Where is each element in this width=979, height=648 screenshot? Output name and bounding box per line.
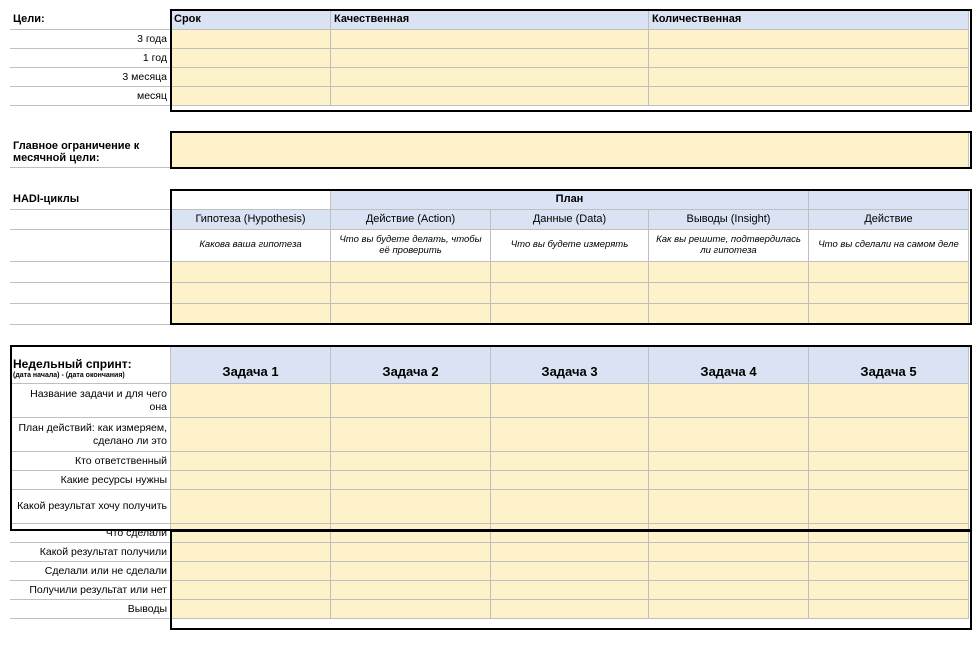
sprint-cell[interactable] [331, 452, 491, 471]
hadi-cell[interactable] [331, 283, 491, 304]
sprint-cell[interactable] [649, 384, 809, 418]
sprint-cell[interactable] [809, 384, 969, 418]
sprint-cell[interactable] [171, 384, 331, 418]
hadi-header-blank[interactable] [171, 190, 331, 210]
sprint-cell[interactable] [171, 471, 331, 490]
sprint-cell[interactable] [171, 600, 331, 619]
sprint-row-label[interactable]: Сделали или не сделали [10, 562, 171, 581]
sprint-cell[interactable] [809, 490, 969, 524]
sprint-cell[interactable] [331, 418, 491, 452]
sprint-cell[interactable] [331, 471, 491, 490]
sprint-cell[interactable] [809, 543, 969, 562]
sprint-label: Недельный спринт: [13, 357, 132, 372]
sprint-task-header[interactable]: Задача 3 [491, 346, 649, 384]
goal-row-label[interactable]: 3 месяца [10, 68, 171, 87]
sprint-cell[interactable] [809, 471, 969, 490]
sprint-cell[interactable] [331, 384, 491, 418]
sprint-cell[interactable] [649, 490, 809, 524]
goals-term-header[interactable]: Срок [171, 10, 331, 30]
goals-quantity-header[interactable]: Количественная [649, 10, 969, 30]
goal-row-label[interactable]: 1 год [10, 49, 171, 68]
constraint-row [10, 132, 969, 168]
sprint-row-label[interactable]: Какие ресурсы нужны [10, 471, 171, 490]
hadi-cell[interactable] [809, 304, 969, 325]
sprint-cell[interactable] [331, 581, 491, 600]
sprint-cell[interactable] [809, 562, 969, 581]
hadi-hint[interactable]: Что вы будете делать, чтобы её проверить [331, 230, 491, 262]
sprint-cell[interactable] [649, 543, 809, 562]
sprint-cell[interactable] [331, 490, 491, 524]
hadi-cell[interactable] [331, 262, 491, 283]
sprint-table [10, 346, 969, 619]
sprint-cell[interactable] [491, 471, 649, 490]
sprint-row-label[interactable]: Кто ответственный [10, 452, 171, 471]
sprint-cell[interactable] [809, 600, 969, 619]
goal-cell[interactable] [171, 68, 331, 87]
sprint-cell[interactable] [491, 543, 649, 562]
sprint-label-cell[interactable] [10, 346, 171, 384]
sprint-cell[interactable] [809, 524, 969, 543]
hadi-table [10, 190, 969, 325]
hadi-row-label[interactable] [10, 262, 171, 283]
hadi-col-done[interactable]: Действие [809, 210, 969, 230]
hadi-cell[interactable] [331, 304, 491, 325]
goal-cell[interactable] [171, 49, 331, 68]
hadi-hint[interactable]: Что вы сделали на самом деле [809, 230, 969, 262]
hadi-cell[interactable] [809, 262, 969, 283]
goal-cell[interactable] [331, 68, 649, 87]
hadi-cell[interactable] [491, 283, 649, 304]
goals-label[interactable]: Цели: [10, 10, 171, 30]
sprint-cell[interactable] [331, 543, 491, 562]
sprint-cell[interactable] [649, 471, 809, 490]
sprint-cell[interactable] [171, 581, 331, 600]
sprint-dates: (дата начала) - (дата окончания) [13, 371, 125, 379]
hadi-label[interactable]: HADI-циклы [10, 190, 171, 210]
hadi-cell[interactable] [171, 283, 331, 304]
hadi-cell[interactable] [491, 304, 649, 325]
hadi-row-label[interactable] [10, 304, 171, 325]
goal-cell[interactable] [649, 68, 969, 87]
goal-row-label[interactable]: 3 года [10, 30, 171, 49]
hadi-cell[interactable] [171, 304, 331, 325]
sprint-row-label[interactable]: Получили результат или нет [10, 581, 171, 600]
sprint-task-header[interactable]: Задача 5 [809, 346, 969, 384]
sprint-cell[interactable] [649, 452, 809, 471]
goal-cell[interactable] [649, 49, 969, 68]
sprint-cell[interactable] [649, 581, 809, 600]
sprint-row-label[interactable]: Какой результат получили [10, 543, 171, 562]
sprint-cell[interactable] [171, 562, 331, 581]
constraint-label[interactable]: Главное ограничение к месячной цели: [10, 132, 171, 168]
sprint-row-label[interactable]: Какой результат хочу получить [10, 490, 171, 524]
sprint-row-label[interactable]: Выводы [10, 600, 171, 619]
hadi-row-label[interactable] [10, 283, 171, 304]
sprint-cell[interactable] [649, 600, 809, 619]
sprint-cell[interactable] [491, 581, 649, 600]
goals-header-row [10, 10, 969, 30]
sprint-cell[interactable] [491, 490, 649, 524]
hadi-action-header-blank[interactable] [809, 190, 969, 210]
sprint-cell[interactable] [649, 524, 809, 543]
sprint-cell[interactable] [171, 418, 331, 452]
sprint-row-label[interactable]: План действий: как измеряем, сделано ли это [10, 418, 171, 452]
sprint-row-label[interactable]: Название задачи и для чего она [10, 384, 171, 418]
sprint-cell[interactable] [491, 600, 649, 619]
hadi-plan-header[interactable]: План [331, 190, 809, 210]
sprint-cell[interactable] [491, 452, 649, 471]
sprint-cell[interactable] [331, 600, 491, 619]
goal-cell[interactable] [649, 30, 969, 49]
sprint-cell[interactable] [491, 384, 649, 418]
hadi-blank[interactable] [10, 230, 171, 262]
goal-row-label[interactable]: месяц [10, 87, 171, 106]
goal-cell[interactable] [171, 30, 331, 49]
hadi-hint[interactable]: Какова ваша гипотеза [171, 230, 331, 262]
constraint-cell[interactable] [171, 132, 969, 168]
hadi-cell[interactable] [649, 283, 809, 304]
hadi-hint[interactable]: Как вы решите, подтвердилась ли гипотеза [649, 230, 809, 262]
goal-cell[interactable] [331, 87, 649, 106]
goal-cell[interactable] [331, 49, 649, 68]
goal-cell[interactable] [171, 87, 331, 106]
sprint-cell[interactable] [809, 452, 969, 471]
hadi-cell[interactable] [491, 262, 649, 283]
hadi-blank[interactable] [10, 210, 171, 230]
sprint-cell[interactable] [809, 581, 969, 600]
hadi-cell[interactable] [809, 283, 969, 304]
sprint-task-header[interactable]: Задача 4 [649, 346, 809, 384]
sprint-cell[interactable] [331, 524, 491, 543]
sprint-cell[interactable] [649, 562, 809, 581]
sprint-cell[interactable] [491, 418, 649, 452]
goal-cell[interactable] [649, 87, 969, 106]
goals-quality-header[interactable]: Качественная [331, 10, 649, 30]
sprint-cell[interactable] [171, 452, 331, 471]
sprint-cell[interactable] [171, 490, 331, 524]
sprint-task-header[interactable]: Задача 1 [171, 346, 331, 384]
hadi-col-action[interactable]: Действие (Action) [331, 210, 491, 230]
sprint-cell[interactable] [809, 418, 969, 452]
goals-body [10, 30, 969, 106]
hadi-col-hypothesis[interactable]: Гипотеза (Hypothesis) [171, 210, 331, 230]
hadi-col-insight[interactable]: Выводы (Insight) [649, 210, 809, 230]
hadi-cell[interactable] [649, 304, 809, 325]
goal-cell[interactable] [331, 30, 649, 49]
hadi-cell[interactable] [171, 262, 331, 283]
sprint-cell[interactable] [331, 562, 491, 581]
sprint-cell[interactable] [491, 562, 649, 581]
hadi-cell[interactable] [649, 262, 809, 283]
hadi-col-data[interactable]: Данные (Data) [491, 210, 649, 230]
sprint-cell[interactable] [171, 524, 331, 543]
sprint-cell[interactable] [649, 418, 809, 452]
sprint-cell[interactable] [491, 524, 649, 543]
sprint-task-header[interactable]: Задача 2 [331, 346, 491, 384]
sprint-row-label[interactable]: Что сделали [10, 524, 171, 543]
hadi-hint[interactable]: Что вы будете измерять [491, 230, 649, 262]
sprint-cell[interactable] [171, 543, 331, 562]
